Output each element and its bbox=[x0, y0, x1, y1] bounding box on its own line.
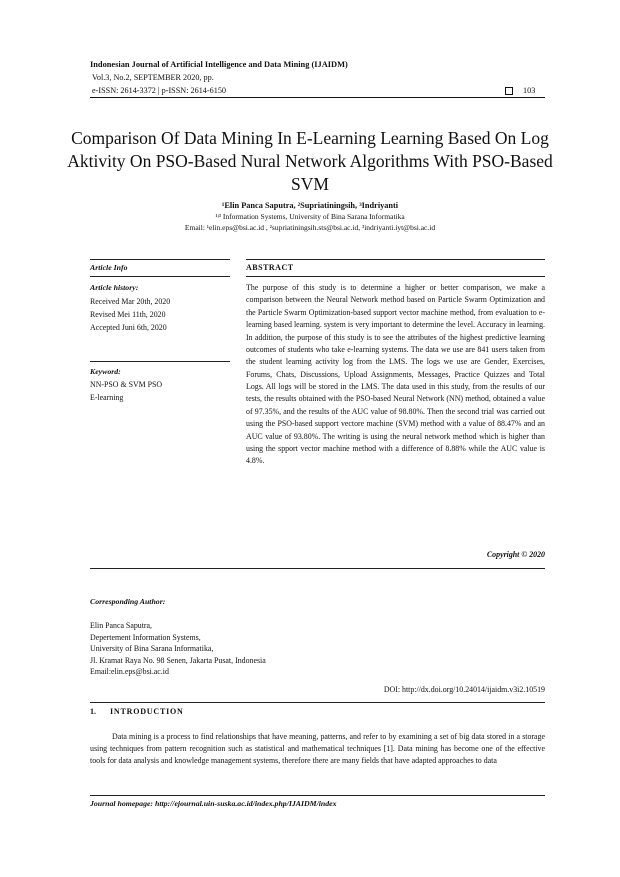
corresponding-dept: Depertement Information Systems, bbox=[90, 632, 201, 642]
paper-title: Comparison Of Data Mining In E-Learning Learning Based On Log Aktivity On PSO-Based Nural Network Algorithms With PSO-Based SVM bbox=[67, 128, 553, 194]
corresponding-address: Jl. Kramat Raya No. 98 Senen, Jakarta Pusat, Indonesia bbox=[90, 655, 266, 665]
section-heading: INTRODUCTION bbox=[110, 707, 184, 716]
paper-emails: Email: ¹elin.eps@bsi.ac.id , ²supriatiningsih.sts@bsi.ac.id, ³indriyanti.iyt@bsi.ac.id bbox=[184, 223, 436, 232]
section-number: 1. bbox=[90, 707, 96, 716]
keyword-rule bbox=[90, 361, 230, 362]
square-icon bbox=[505, 87, 513, 95]
footer-rule bbox=[90, 795, 545, 796]
journal-name: Indonesian Journal of Artificial Intelligence and Data Mining (IJAIDM) bbox=[90, 60, 348, 69]
introduction-text: Data mining is a process to find relationships that have meaning, patterns, and refer to by examining a set of big data stored in a storage using techniques from pattern recognition such as statistical and mathematical techniques [1]. Data mining has become one of the effective tools for data analysis and knowledge management systems, therefore there are many fields that have adapted approaches to data bbox=[90, 732, 545, 765]
abstract-label: ABSTRACT bbox=[246, 263, 294, 272]
info-sub-rule bbox=[90, 276, 230, 277]
corresponding-author-block bbox=[90, 620, 266, 678]
abstract-bottom-rule bbox=[90, 568, 545, 569]
paper-affiliation: ¹ʲ³ Information Systems, University of Bina Sarana Informatika bbox=[215, 212, 405, 221]
corresponding-email[interactable]: Email:elin.eps@bsi.ac.id bbox=[90, 667, 169, 676]
page-number-group bbox=[505, 86, 535, 95]
corresponding-name: Elin Panca Saputra, bbox=[90, 621, 153, 630]
abstract-top-rule bbox=[246, 259, 545, 260]
corresponding-univ: University of Bina Sarana Informatika, bbox=[90, 644, 214, 653]
keyword-2: E-learning bbox=[90, 393, 124, 402]
doi-link[interactable]: DOI: http://dx.doi.org/10.24014/ijaidm.v3i2.10519 bbox=[383, 685, 545, 694]
page-number: 103 bbox=[523, 86, 536, 95]
info-top-rule bbox=[90, 259, 230, 260]
volume-info: Vol.3, No.2, SEPTEMBER 2020, pp. bbox=[92, 73, 214, 82]
keyword-1: NN-PSO & SVM PSO bbox=[90, 380, 163, 389]
abstract-text: The purpose of this study is to determine a higher or better comparison, we make a comparison between the Neural Network method based on Particle Swarm Optimization and the Particle Swarm Optimization-based support vector machine method, from evaluation to e-learning based learning. system is very important to determine the level. Accuracy in learning. In addition, the purpose of this study is to see the attributes of the highest predictive learning outcomes of students who take e-learning systems. The data we use are 841 users taken from the student learning activity log from the LMS. The logs we use are Gender, Exercises, Forums, Chats, Discussions, Upload Assignments, Messages, Practice Quizzes and Total Logs. All logs will be stored in the LMS. The data used in this study, from the results of our tests, the results obtained with the PSO-based Neural Network (NN) method, obtained a value of 97.35%, and the results of the AUC value of 98.80%. Then the second trial was carried out using the PSO-based support vectore machine (SVM) method with a value of 88.47% and an AUC value of 93.80%. The writing is using the neural network method which is higher than using the spport vector machine method with a difference of 8.88% while the AUC value is 4.8%. bbox=[246, 283, 545, 466]
history-label: Article history: bbox=[90, 283, 139, 292]
paper-authors: ¹Elin Panca Saputra, ²Supriatiningsih, ³Indriyanti bbox=[221, 201, 399, 210]
revised-date: Revised Mei 11th, 2020 bbox=[90, 310, 166, 319]
received-date: Received Mar 20th, 2020 bbox=[90, 297, 171, 306]
copyright-note: Copyright © 2020 bbox=[486, 550, 545, 559]
keyword-label: Keyword: bbox=[90, 367, 121, 376]
corresponding-author-label: Corresponding Author: bbox=[90, 597, 166, 606]
journal-homepage[interactable]: Journal homepage: http://ejournal.uin-suska.ac.id/index.php/IJAIDM/index bbox=[90, 799, 337, 808]
issn-info: e-ISSN: 2614-3372 | p-ISSN: 2614-6150 bbox=[92, 86, 227, 95]
doi-rule bbox=[90, 702, 545, 703]
accepted-date: Accepted Juni 6th, 2020 bbox=[90, 323, 167, 332]
header-rule bbox=[90, 97, 545, 98]
article-info-label: Article Info bbox=[90, 263, 128, 272]
abstract-sub-rule bbox=[246, 276, 545, 277]
